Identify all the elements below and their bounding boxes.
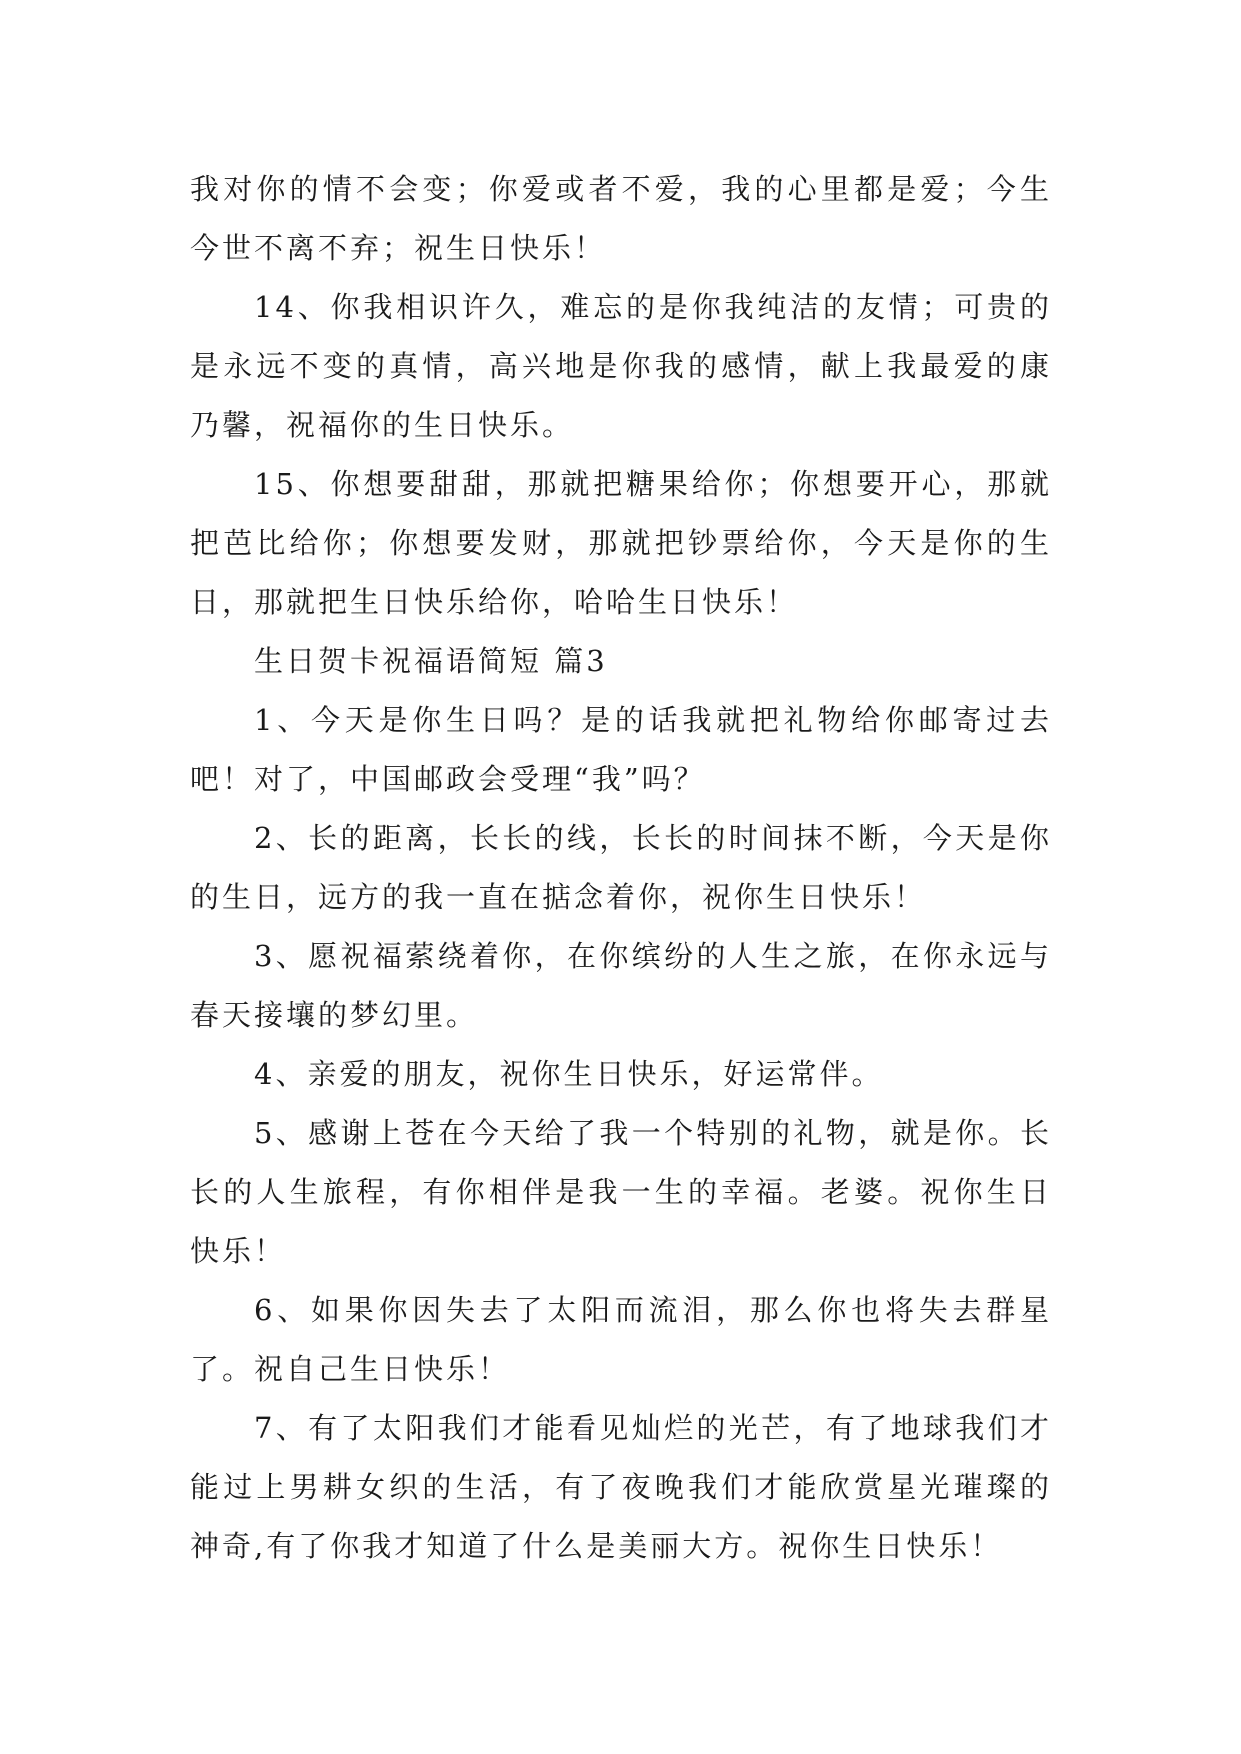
paragraph-item-3: 3、愿祝福萦绕着你，在你缤纷的人生之旅，在你永远与春天接壤的梦幻里。	[190, 939, 1052, 1032]
paragraph-item-14: 14、你我相识许久，难忘的是你我纯洁的友情；可贵的是永远不变的真情，高兴地是你我的感情，献上我最爱的康乃馨，祝福你的生日快乐。	[190, 290, 1052, 442]
paragraph-item-6: 6、如果你因失去了太阳而流泪，那么你也将失去群星了。祝自己生日快乐！	[190, 1293, 1052, 1386]
paragraph-item-7: 7、有了太阳我们才能看见灿烂的光芒，有了地球我们才能过上男耕女织的生活，有了夜晚我们才能欣赏星光璀璨的神奇,有了你我才知道了什么是美丽大方。祝你生日快乐！	[190, 1411, 1052, 1563]
paragraph-item-5: 5、感谢上苍在今天给了我一个特别的礼物，就是你。长长的人生旅程，有你相伴是我一生的幸福。老婆。祝你生日快乐！	[190, 1116, 1052, 1268]
section-heading: 生日贺卡祝福语简短 篇3	[254, 644, 608, 678]
paragraph-item-15: 15、你想要甜甜，那就把糖果给你；你想要开心，那就把芭比给你；你想要发财，那就把钞票给你，今天是你的生日，那就把生日快乐给你，哈哈生日快乐！	[190, 467, 1052, 619]
paragraph-continuation: 我对你的情不会变；你爱或者不爱，我的心里都是爱；今生今世不离不弃；祝生日快乐！	[190, 172, 1052, 265]
paragraph-item-1: 1、今天是你生日吗？是的话我就把礼物给你邮寄过去吧！对了，中国邮政会受理“我”吗？	[190, 703, 1052, 796]
paragraph-item-2: 2、长的距离，长长的线，长长的时间抹不断，今天是你的生日，远方的我一直在掂念着你，祝你生日快乐！	[190, 821, 1052, 914]
document-body	[190, 160, 1052, 1576]
paragraph-item-4: 4、亲爱的朋友，祝你生日快乐，好运常伴。	[254, 1057, 884, 1091]
